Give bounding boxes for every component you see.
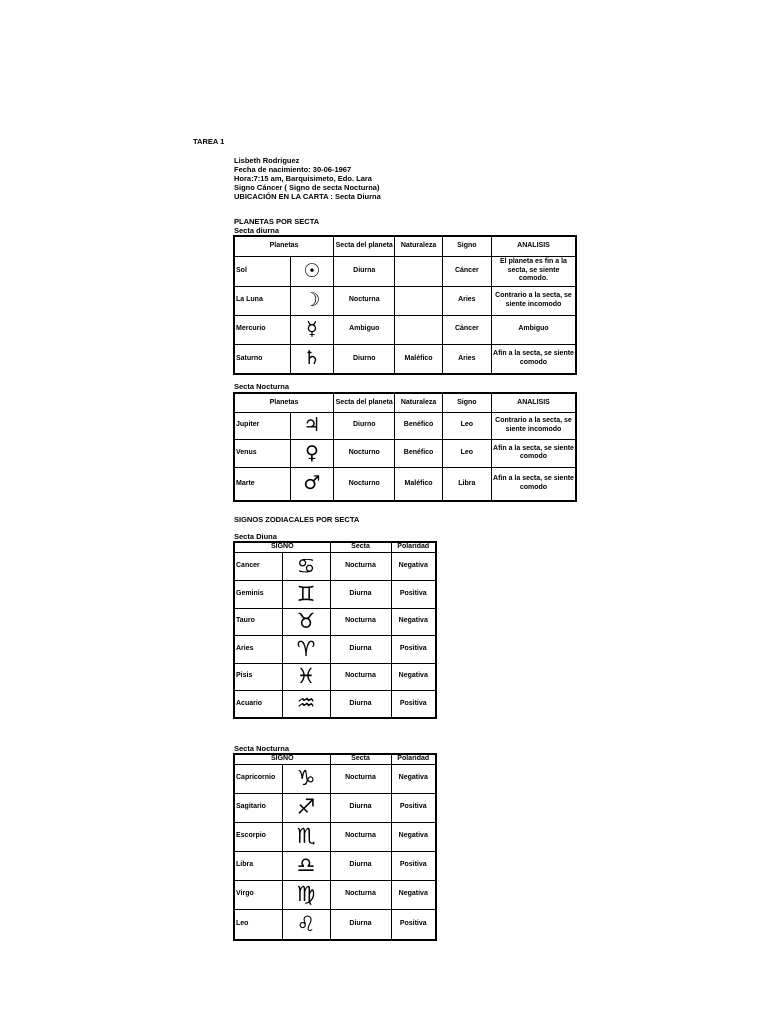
- header-naturaleza: Naturaleza: [395, 393, 442, 412]
- mars-icon: ♂: [290, 467, 333, 501]
- signos-section-title: SIGNOS ZODIACALES POR SECTA: [234, 515, 360, 524]
- planet-secta: Nocturno: [334, 467, 395, 501]
- birth-date: Fecha de nacimiento: 30-06-1967: [234, 165, 352, 174]
- capricorn-icon: ♑: [282, 764, 330, 793]
- planet-name: Marte: [234, 467, 290, 501]
- sign-name: Pisis: [234, 663, 282, 690]
- header-signo: SIGNO: [234, 542, 330, 552]
- table-row: [234, 580, 436, 608]
- planet-analisis: Afin a la secta, se siente comodo: [491, 467, 576, 501]
- signs-diurna-label: Secta Diuna: [234, 532, 277, 541]
- sign-name: Geminis: [234, 580, 282, 608]
- sign-name: Sagitario: [234, 793, 282, 822]
- planet-naturaleza: [395, 315, 442, 344]
- planet-secta: Nocturno: [334, 439, 395, 467]
- sign-secta: Diurna: [330, 793, 391, 822]
- sign-name: Aries: [234, 635, 282, 663]
- planet-naturaleza: [395, 256, 442, 286]
- planet-signo: Leo: [442, 439, 491, 467]
- planet-naturaleza: Benéfico: [395, 412, 442, 439]
- chart-location: UBICACIÓN EN LA CARTA : Secta Diurna: [234, 192, 381, 201]
- sign-secta: Nocturna: [330, 663, 391, 690]
- planet-secta: Diurno: [334, 344, 395, 374]
- header-analisis: ANALISIS: [491, 393, 576, 412]
- header-signo: Signo: [442, 236, 491, 256]
- table-row: [234, 793, 436, 822]
- sign-secta: Nocturna: [330, 822, 391, 851]
- sign-polaridad: Negativa: [391, 552, 436, 580]
- saturn-icon: ♄: [290, 344, 333, 374]
- sign-polaridad: Negativa: [391, 764, 436, 793]
- table-row: [234, 608, 436, 635]
- header-analisis: ANALISIS: [491, 236, 576, 256]
- header-planetas: Planetas: [234, 236, 334, 256]
- table-row: [234, 663, 436, 690]
- table-row: [234, 315, 576, 344]
- planet-name: Saturno: [234, 344, 290, 374]
- planet-name: La Luna: [234, 286, 290, 315]
- header-polaridad: Polaridad: [391, 542, 436, 552]
- sign-name: Virgo: [234, 880, 282, 909]
- planet-analisis: Afin a la secta, se siente comodo: [491, 439, 576, 467]
- planet-name: Sol: [234, 256, 290, 286]
- header-signo: Signo: [442, 393, 491, 412]
- sign-polaridad: Negativa: [391, 608, 436, 635]
- sign-polaridad: Negativa: [391, 880, 436, 909]
- planet-signo: Aries: [442, 286, 491, 315]
- table-row: [234, 851, 436, 880]
- planetas-section-title: PLANETAS POR SECTA: [234, 217, 320, 226]
- moon-icon: ☽: [290, 286, 333, 315]
- jupiter-icon: ♃: [290, 412, 333, 439]
- virgo-icon: ♍: [282, 880, 330, 909]
- birth-time-place: Hora:7:15 am, Barquisimeto, Edo. Lara: [234, 174, 372, 183]
- table-row: [234, 822, 436, 851]
- taurus-icon: ♉: [282, 608, 330, 635]
- scorpio-icon: ♏: [282, 822, 330, 851]
- venus-icon: ♀: [290, 439, 333, 467]
- sign-polaridad: Positiva: [391, 635, 436, 663]
- header-polaridad: Polaridad: [391, 754, 436, 764]
- header-naturaleza: Naturaleza: [395, 236, 442, 256]
- sign-polaridad: Positiva: [391, 851, 436, 880]
- table-header-row: [234, 542, 436, 552]
- student-name: Lisbeth Rodriguez: [234, 156, 300, 165]
- planet-analisis: El planeta es fin a la secta, se siente comodo.: [491, 256, 576, 286]
- table-row: [234, 467, 576, 501]
- sign-polaridad: Negativa: [391, 663, 436, 690]
- table-row: [234, 880, 436, 909]
- table-row: [234, 635, 436, 663]
- secta-diurna-label: Secta diurna: [234, 226, 280, 235]
- table-row: [234, 256, 576, 286]
- sign-secta: Diurna: [330, 851, 391, 880]
- planet-name: Mercurio: [234, 315, 290, 344]
- sign-polaridad: Positiva: [391, 690, 436, 718]
- sign-name: Acuario: [234, 690, 282, 718]
- aquarius-icon: ♒: [282, 690, 330, 718]
- table-row: [234, 909, 436, 940]
- planet-secta: Nocturna: [334, 286, 395, 315]
- planet-analisis: Contrario a la secta, se siente incomodo: [491, 412, 576, 439]
- planets-diurna-table: [233, 235, 577, 375]
- signs-diurna-table: [233, 541, 437, 719]
- sign-secta: Nocturna: [330, 764, 391, 793]
- header-secta: Secta: [330, 754, 391, 764]
- planet-analisis: Ambiguo: [491, 315, 576, 344]
- table-row: [234, 344, 576, 374]
- planet-analisis: Afin a la secta, se siente comodo: [491, 344, 576, 374]
- planet-secta: Diurno: [334, 412, 395, 439]
- sign-name: Escorpio: [234, 822, 282, 851]
- libra-icon: ♎: [282, 851, 330, 880]
- table-header-row: [234, 393, 576, 412]
- sign-polaridad: Positiva: [391, 909, 436, 940]
- header-secta: Secta: [330, 542, 391, 552]
- table-row: [234, 412, 576, 439]
- signs-nocturna-table: [233, 753, 437, 941]
- table-row: [234, 690, 436, 718]
- table-row: [234, 552, 436, 580]
- sign-secta: Nocturna: [330, 880, 391, 909]
- leo-icon: ♌: [282, 909, 330, 940]
- planet-analisis: Contrario a la secta, se siente incomodo: [491, 286, 576, 315]
- planet-signo: Libra: [442, 467, 491, 501]
- sign-secta: Diurna: [330, 909, 391, 940]
- sun-sign: Signo Cáncer ( Signo de secta Nocturna): [234, 183, 380, 192]
- sign-polaridad: Negativa: [391, 822, 436, 851]
- planet-name: Jupiter: [234, 412, 290, 439]
- planets-nocturna-table: [233, 392, 577, 502]
- sign-secta: Nocturna: [330, 608, 391, 635]
- pisces-icon: ♓: [282, 663, 330, 690]
- task-title: TAREA 1: [193, 137, 225, 146]
- table-row: [234, 286, 576, 315]
- mercury-icon: ☿: [290, 315, 333, 344]
- planet-secta: Ambiguo: [334, 315, 395, 344]
- header-signo: SIGNO: [234, 754, 330, 764]
- table-row: [234, 439, 576, 467]
- sagittarius-icon: ♐: [282, 793, 330, 822]
- sign-secta: Diurna: [330, 635, 391, 663]
- planet-name: Venus: [234, 439, 290, 467]
- planet-naturaleza: [395, 286, 442, 315]
- sign-polaridad: Positiva: [391, 580, 436, 608]
- header-secta: Secta del planeta: [334, 236, 395, 256]
- table-header-row: [234, 236, 576, 256]
- sun-icon: ☉: [290, 256, 333, 286]
- planet-signo: Cáncer: [442, 315, 491, 344]
- header-secta: Secta del planeta: [334, 393, 395, 412]
- signs-nocturna-label: Secta Nocturna: [234, 744, 290, 753]
- planet-signo: Aries: [442, 344, 491, 374]
- sign-secta: Nocturna: [330, 552, 391, 580]
- planet-secta: Diurna: [334, 256, 395, 286]
- aries-icon: ♈: [282, 635, 330, 663]
- planet-naturaleza: Maléfico: [395, 344, 442, 374]
- planet-naturaleza: Maléfico: [395, 467, 442, 501]
- table-header-row: [234, 754, 436, 764]
- secta-nocturna-label: Secta Nocturna: [234, 382, 290, 391]
- sign-name: Cancer: [234, 552, 282, 580]
- planet-naturaleza: Benéfico: [395, 439, 442, 467]
- sign-secta: Diurna: [330, 580, 391, 608]
- sign-secta: Diurna: [330, 690, 391, 718]
- cancer-icon: ♋: [282, 552, 330, 580]
- table-row: [234, 764, 436, 793]
- sign-polaridad: Positiva: [391, 793, 436, 822]
- sign-name: Leo: [234, 909, 282, 940]
- gemini-icon: ♊: [282, 580, 330, 608]
- planet-signo: Leo: [442, 412, 491, 439]
- header-planetas: Planetas: [234, 393, 334, 412]
- sign-name: Tauro: [234, 608, 282, 635]
- sign-name: Capricornio: [234, 764, 282, 793]
- sign-name: Libra: [234, 851, 282, 880]
- planet-signo: Cáncer: [442, 256, 491, 286]
